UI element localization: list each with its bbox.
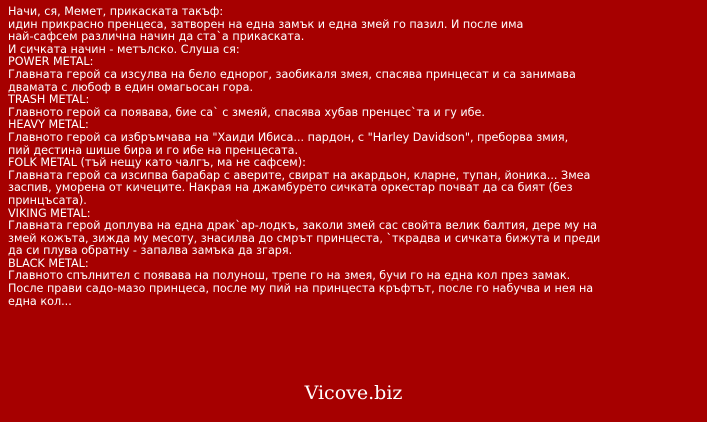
intro-line-2: идин прикрасно пренцеса, затворен на една замък и една змей го пазил. И после има	[8, 17, 524, 31]
folk-metal-line-3: принцъсата).	[8, 193, 87, 207]
intro-line-1: Начи, ся, Мемет, прикаската такъф:	[8, 5, 224, 18]
black-metal-line-3: една кол...	[8, 294, 72, 308]
black-metal-line-2: После прави садо-мазо принцеса, после му пий на принцеста кръфтът, после го набучва и нея на	[8, 282, 594, 296]
trash-metal-heading: TRASH METAL:	[8, 93, 90, 107]
heavy-metal-line-1: Главното герой са избръмчава на "Хаиди Ибиса... пардон, с "Harley Davidson", преборва змия,	[8, 130, 569, 144]
site-watermark: Vicove.biz	[304, 382, 403, 404]
folk-metal-heading: FOLK METAL (тъй нещу като чалгъ, ма не сафсем):	[8, 156, 306, 170]
heavy-metal-heading: HEAVY METAL:	[8, 118, 89, 132]
heavy-metal-line-2: пий дестина шише бира и го ибе на пренцесата.	[8, 143, 299, 157]
power-metal-heading: POWER METAL:	[8, 55, 94, 69]
viking-metal-line-2: змей кожъта, зижда му месоту, знасилва до смрът принцеста, `ткрадва и сичката бижута и преди	[8, 231, 601, 245]
folk-metal-line-2: заспив, уморена от кичеците. Накрая на джамбурето сичката оркестар почват да са бият (без	[8, 181, 573, 195]
viking-metal-line-1: Главната герой доплува на една драк`ар-лодкъ, заколи змей сас свойта велик балтия, дере му на	[8, 219, 598, 233]
viking-metal-line-3: да си плува обратну - запалва замъка да згаря.	[8, 244, 293, 258]
power-metal-line-2: двамата с любоф в един омагьосан гора.	[8, 80, 254, 94]
intro-line-3: най-сафсем различна начин да ста`а прикаската.	[8, 30, 305, 44]
trash-metal-line-1: Главното герой са появава, бие са` с змеяй, спасява хубав пренцес`та и гу ибе.	[8, 105, 485, 119]
viking-metal-heading: VIKING METAL:	[8, 206, 91, 220]
black-metal-heading: BLACK METAL:	[8, 256, 89, 270]
intro-line-4: И сичката начин - метълско. Слуша ся:	[8, 42, 240, 56]
folk-metal-line-1: Главната герой са изсипва барабар с аверите, свират на акардьон, кларне, тупан, йоника... Змеа	[8, 168, 591, 182]
black-metal-line-1: Главното спълнител с появава на полунош, трепе го на змея, бучи го на една кол през замак.	[8, 269, 571, 283]
story-text	[8, 6, 700, 308]
power-metal-line-1: Главната герой са изсулва на бело еднорог, заобикаля змея, спасява принцесат и са занимава	[8, 67, 576, 81]
